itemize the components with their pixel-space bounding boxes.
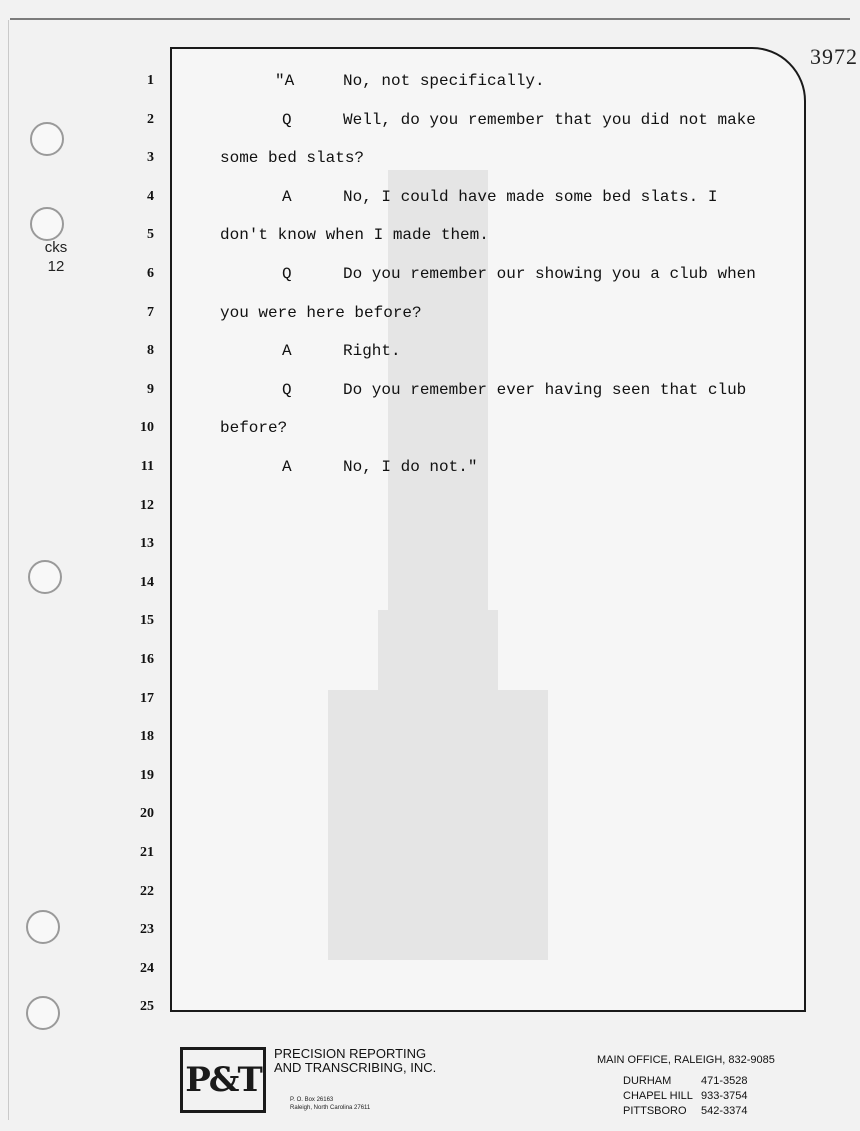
line-number: 14 <box>140 574 154 590</box>
line-number: 3 <box>147 150 154 166</box>
office-phone: 542-3374 <box>701 1105 748 1117</box>
firm-name-line: AND TRANSCRIBING, INC. <box>274 1060 437 1075</box>
punch-hole <box>30 207 64 241</box>
address-line: P. O. Box 26163 <box>290 1097 334 1103</box>
line-number: 19 <box>140 767 154 783</box>
left-edge-rule <box>8 20 9 1120</box>
margin-note-line: cks <box>44 239 68 256</box>
transcript-line: you were here before? <box>220 303 422 322</box>
transcript-line: Well, do you remember that you did not make <box>343 110 756 129</box>
transcript-line: Do you remember our showing you a club when <box>343 265 756 283</box>
branch-offices <box>623 1074 748 1119</box>
scan-shadow <box>328 690 548 960</box>
transcript-line: before? <box>220 419 288 438</box>
speaker-label: A <box>282 458 292 476</box>
transcript-line: No, not specifically. <box>343 72 545 90</box>
office-city: CHAPEL HILL <box>623 1090 693 1102</box>
address-line: Raleigh, North Carolina 27611 <box>290 1105 371 1111</box>
office-city: DURHAM <box>623 1075 672 1087</box>
line-number: 17 <box>140 690 154 706</box>
scan-shadow <box>378 610 498 690</box>
speaker-label: Q <box>282 265 292 283</box>
line-number: 1 <box>147 73 154 88</box>
speaker-label: Q <box>282 110 292 129</box>
top-edge-rule <box>10 18 850 20</box>
transcript-line: some bed slats? <box>220 149 365 168</box>
company-logo <box>180 1047 266 1113</box>
line-number: 11 <box>140 459 154 474</box>
line-number: 22 <box>140 883 154 899</box>
punch-hole <box>26 996 60 1030</box>
firm-address <box>290 1096 370 1112</box>
line-number: 15 <box>140 613 154 629</box>
office-row <box>623 1104 748 1119</box>
logo-text: P&T <box>185 1060 261 1100</box>
punch-hole <box>28 560 62 594</box>
firm-name-line: PRECISION REPORTING <box>274 1046 427 1061</box>
line-number: 13 <box>140 536 154 552</box>
line-number: 23 <box>140 922 154 938</box>
line-number: 25 <box>140 999 154 1015</box>
office-row <box>623 1089 748 1104</box>
page-number: 3972 <box>810 44 858 69</box>
office-phone: 933-3754 <box>701 1090 748 1102</box>
line-number: 7 <box>147 304 154 320</box>
margin-note <box>36 238 76 276</box>
line-number: 24 <box>140 960 154 976</box>
line-number: 2 <box>147 111 154 127</box>
line-number: 16 <box>140 652 154 667</box>
firm-name <box>274 1047 436 1075</box>
speaker-label: A <box>282 342 292 361</box>
line-number: 8 <box>147 343 154 359</box>
transcript-line: No, I do not." <box>343 458 478 476</box>
office-phone: 471-3528 <box>701 1075 748 1087</box>
line-number: 18 <box>140 729 154 745</box>
main-office: MAIN OFFICE, RALEIGH, 832-9085 <box>597 1054 775 1066</box>
transcript-line: Right. <box>343 342 401 361</box>
line-number: 5 <box>147 227 154 243</box>
transcript-line: Do you remember ever having seen that club <box>343 380 747 399</box>
line-number: 20 <box>140 806 154 822</box>
line-number: 9 <box>147 381 154 397</box>
speaker-label: "A <box>275 72 295 90</box>
punch-hole <box>30 122 64 156</box>
speaker-label: A <box>282 187 292 206</box>
line-number: 6 <box>147 266 154 281</box>
punch-hole <box>26 910 60 944</box>
office-city: PITTSBORO <box>623 1105 687 1117</box>
transcript-line: No, I could have made some bed slats. I <box>343 187 718 206</box>
speaker-label: Q <box>282 380 292 399</box>
office-row <box>623 1074 748 1089</box>
margin-note-line: 12 <box>47 258 65 275</box>
line-number: 21 <box>140 845 154 860</box>
line-number: 10 <box>140 420 154 436</box>
line-number: 4 <box>147 188 154 204</box>
transcript-line: don't know when I made them. <box>220 226 489 245</box>
line-number: 12 <box>140 497 154 513</box>
